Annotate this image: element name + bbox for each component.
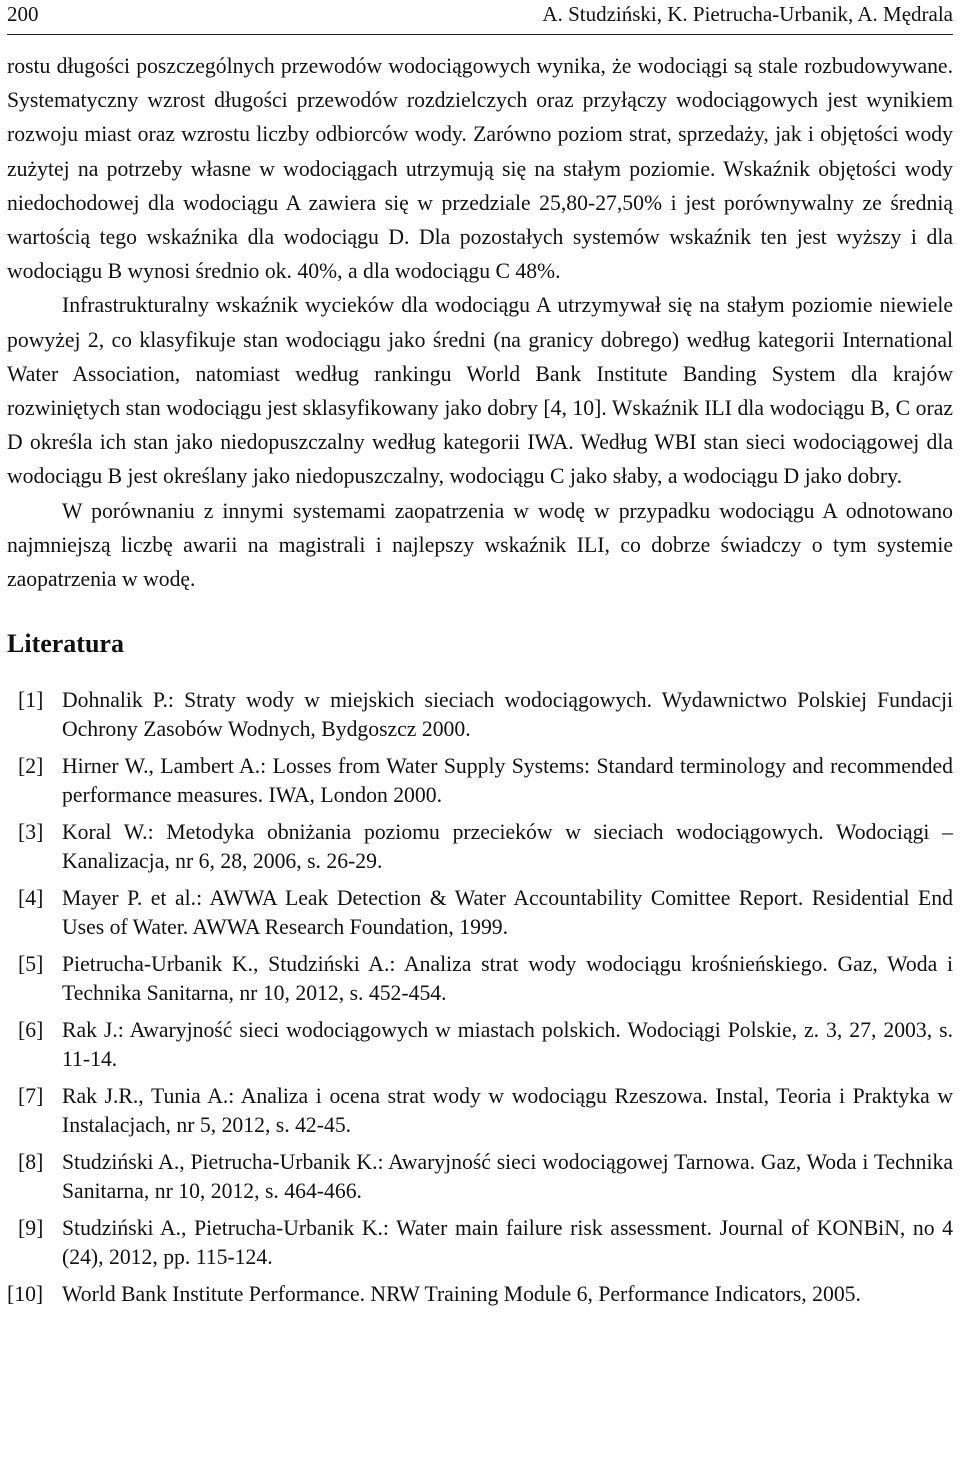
reference-text: Mayer P. et al.: AWWA Leak Detection & Water Accountability Comittee Report. Residential End Uses of Water. AWWA Research Foundation, 1999.	[62, 886, 953, 940]
reference-text: Rak J.R., Tunia A.: Analiza i ocena strat wody w wodociągu Rzeszowa. Instal, Teoria i Praktyka w Instalacjach, nr 5, 2012, s. 42-45.	[62, 1084, 953, 1138]
reference-number: [3]	[18, 820, 44, 845]
reference-item	[7, 884, 953, 942]
reference-text: Pietrucha-Urbanik K., Studziński A.: Analiza strat wody wodociągu krośnieńskiego. Gaz, Woda i Technika Sanitarna, nr 10, 2012, s. 452-454.	[62, 952, 953, 1006]
paragraph-1: rostu długości poszczególnych przewodów wodociągowych wynika, że wodociągi są stale rozbudowywane. Systematyczny wzrost długości przewodów rozdzielczych oraz przyłączy wodociągowych jest wynikiem rozwoju miast oraz wzrostu liczby odbiorców wody. Zarówno poziom strat, sprzedaży, jak i objętości wody zużytej na potrzeby własne w wodociągach utrzymują się na stałym poziomie. Wskaźnik objętości wody niedochodowej dla wodociągu A zawiera się w przedziale 25,80-27,50% i jest porównywalny ze średnią wartością tego wskaźnika dla wodociągu D. Dla pozostałych systemów wskaźnik ten jest wyższy i dla wodociągu B wynosi średnio ok. 40%, a dla wodociągu C 48%.	[7, 54, 953, 284]
paragraph-3: W porównaniu z innymi systemami zaopatrzenia w wodę w przypadku wodociągu A odnotowano najmniejszą liczbę awarii na magistrali i najlepszy wskaźnik ILI, co dobrze świadczy o tym systemie zaopatrzenia w wodę.	[7, 498, 953, 592]
running-head-authors: A. Studziński, K. Pietrucha-Urbanik, A. Mędrala	[542, 2, 953, 26]
reference-item	[7, 1148, 953, 1206]
reference-number: [7]	[18, 1084, 44, 1109]
reference-text: Studziński A., Pietrucha-Urbanik K.: Water main failure risk assessment. Journal of KONBiN, no 4 (24), 2012, pp. 115-124.	[62, 1216, 953, 1270]
reference-item	[7, 1016, 953, 1074]
paragraph-2: Infrastrukturalny wskaźnik wycieków dla wodociągu A utrzymywał się na stałym poziomie niewiele powyżej 2, co klasyfikuje stan wodociągu jako średni (na granicy dobrego) według kategorii International Water Association, natomiast według rankingu World Bank Institute Banding System dla krajów rozwiniętych stan wodociągu jest sklasyfikowany jako dobry [4, 10]. Wskaźnik ILI dla wodociągu B, C oraz D określa ich stan jako niedopuszczalny według kategorii IWA. Według WBI stan sieci wodociągowej dla wodociągu B jest określany jako niedopuszczalny, wodociągu C jako słaby, a wodociągu D jako dobry.	[7, 293, 953, 489]
reference-item	[7, 752, 953, 810]
reference-number: [2]	[18, 754, 44, 779]
reference-item	[7, 818, 953, 876]
reference-number: [1]	[18, 688, 44, 713]
reference-number: [4]	[18, 886, 44, 911]
reference-item	[7, 1214, 953, 1272]
reference-list	[7, 686, 953, 1309]
reference-number: [5]	[18, 952, 44, 977]
reference-item	[7, 1082, 953, 1140]
reference-text: Rak J.: Awaryjność sieci wodociągowych w miastach polskich. Wodociągi Polskie, z. 3, 27, 2003, s. 11-14.	[62, 1018, 953, 1072]
reference-number: [8]	[18, 1150, 44, 1175]
reference-text: Dohnalik P.: Straty wody w miejskich sieciach wodociągowych. Wydawnictwo Polskiej Fundacji Ochrony Zasobów Wodnych, Bydgoszcz 2000.	[62, 688, 953, 742]
reference-text: Studziński A., Pietrucha-Urbanik K.: Awaryjność sieci wodociągowej Tarnowa. Gaz, Woda i Technika Sanitarna, nr 10, 2012, s. 464-466.	[62, 1150, 953, 1204]
page-header	[7, 0, 953, 35]
document-page	[7, 0, 953, 1317]
reference-text: Hirner W., Lambert A.: Losses from Water Supply Systems: Standard terminology and recommended performance measures. IWA, London 2000.	[62, 754, 953, 808]
body-text	[7, 49, 953, 596]
page-number: 200	[7, 2, 39, 26]
reference-item	[7, 1280, 953, 1309]
reference-item	[7, 686, 953, 744]
references-heading: Literatura	[7, 629, 124, 659]
reference-item	[7, 950, 953, 1008]
reference-number: [9]	[18, 1216, 44, 1241]
reference-number: [6]	[18, 1018, 44, 1043]
reference-number: [10]	[7, 1282, 44, 1307]
reference-text: Koral W.: Metodyka obniżania poziomu przecieków w sieciach wodociągowych. Wodociągi – Kanalizacja, nr 6, 28, 2006, s. 26-29.	[62, 820, 953, 874]
reference-text: World Bank Institute Performance. NRW Training Module 6, Performance Indicators, 2005.	[62, 1282, 861, 1307]
